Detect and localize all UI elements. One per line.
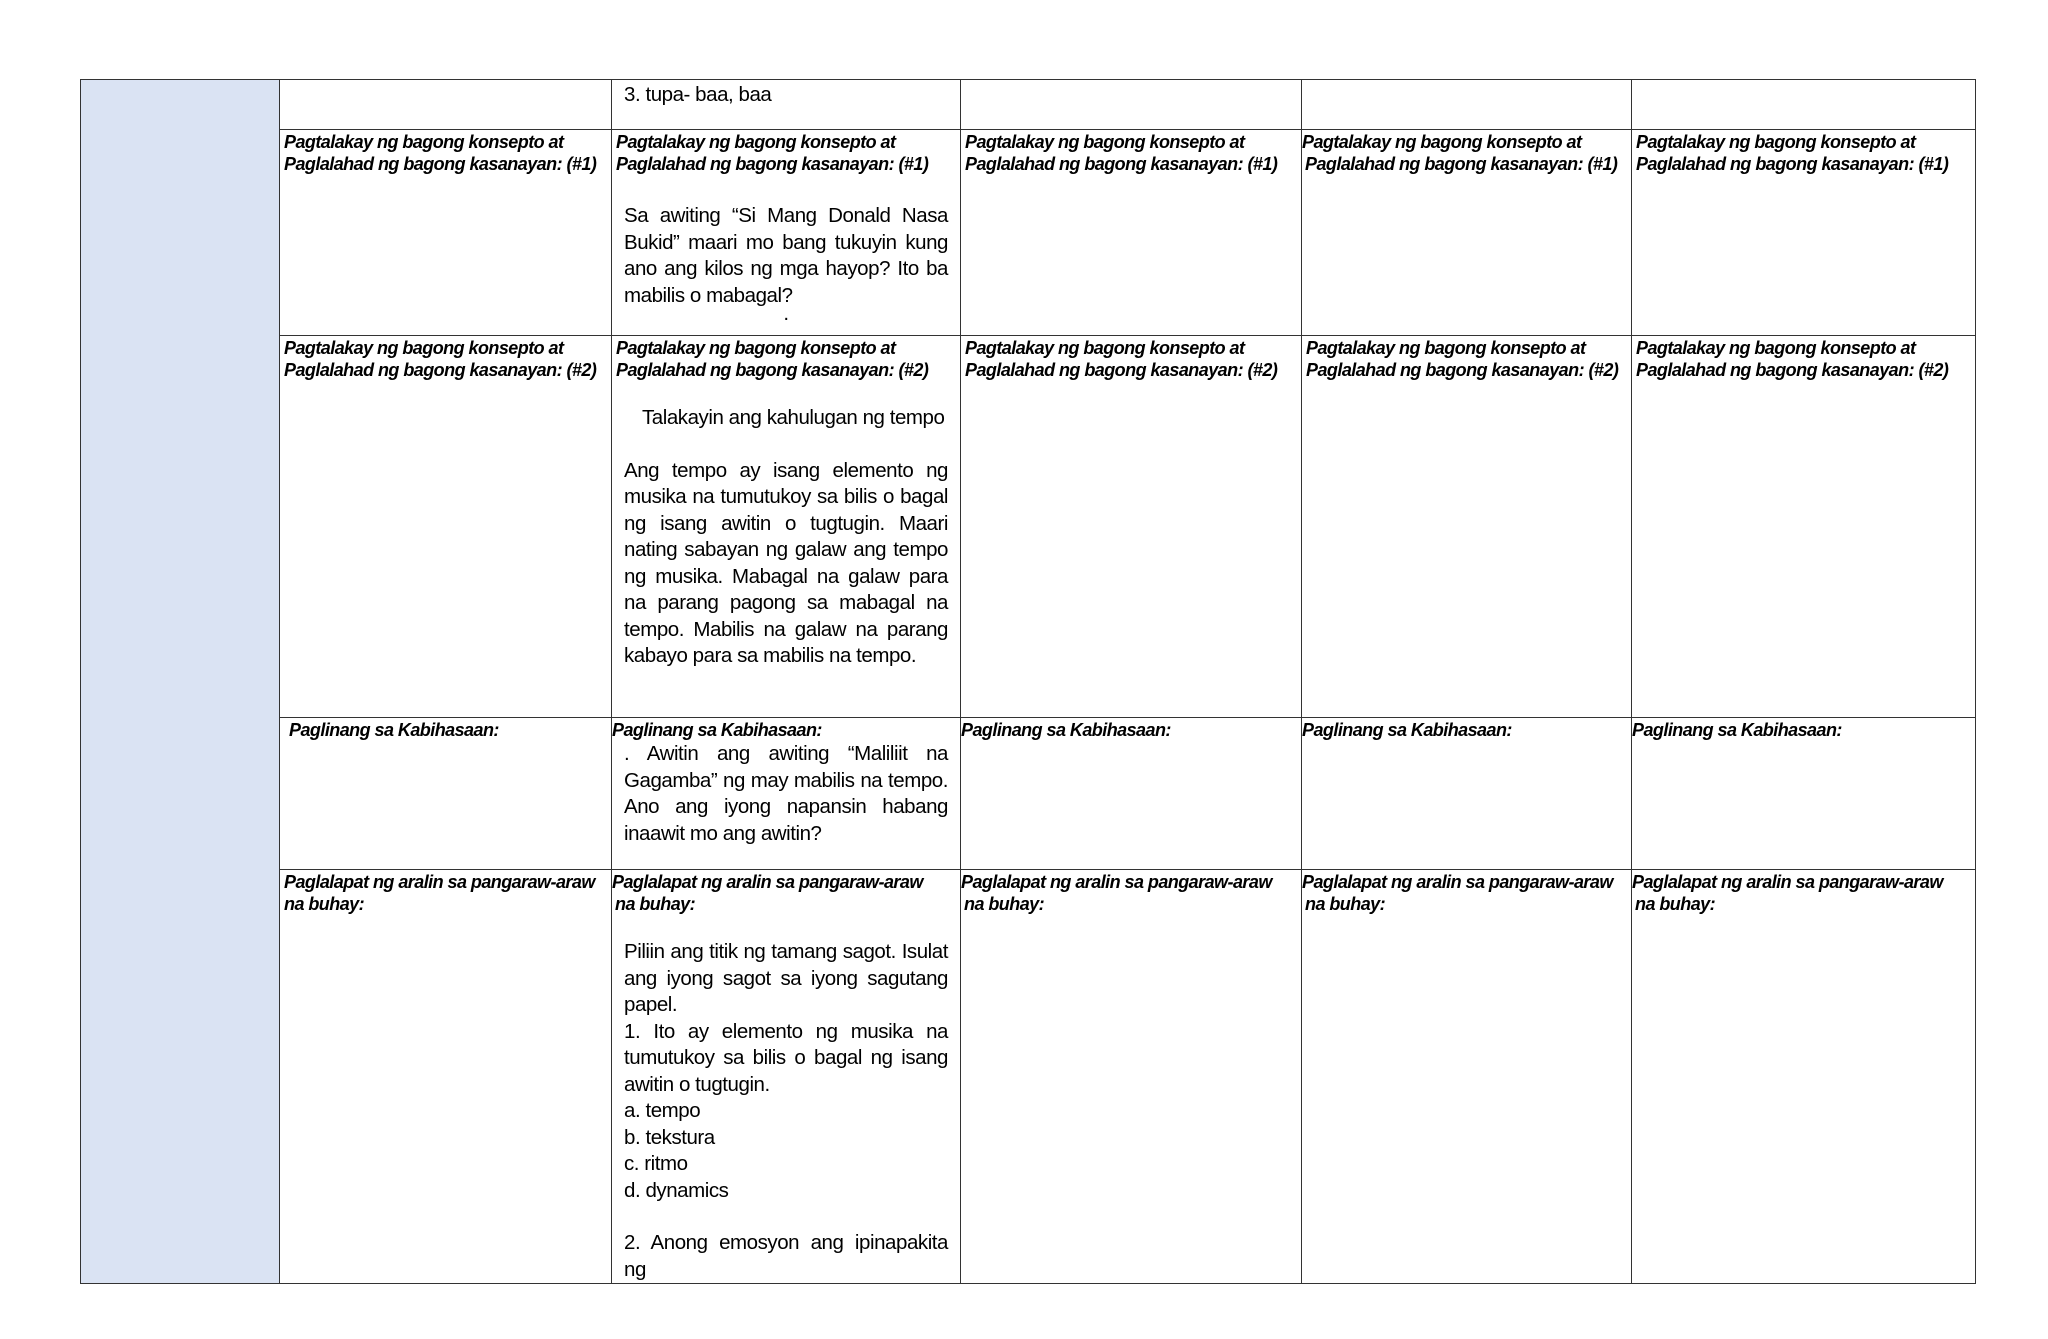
section-header: Paglalahad ng bagong kasanayan: (#2): [1636, 360, 1949, 380]
cell-text: . Awitin ang awiting “Maliliit na Gagamba” ng may mabilis na tempo. Ano ang iyong napansin habang inaawit mo ang awitin?: [624, 742, 948, 845]
section-header: Paglinang sa Kabihasaan:: [289, 720, 499, 740]
section-header: Paglinang sa Kabihasaan:: [1632, 720, 1842, 740]
section-header: Paglalahad ng bagong kasanayan: (#2): [284, 360, 597, 380]
table-cell: [612, 130, 961, 336]
cell-text: .: [783, 302, 789, 325]
table-cell: [1302, 130, 1632, 336]
section-header: na buhay:: [964, 894, 1045, 914]
section-header: Paglalahad ng bagong kasanayan: (#1): [616, 154, 929, 174]
section-header: na buhay:: [615, 894, 696, 914]
table-row: [81, 130, 1976, 336]
section-header: Paglinang sa Kabihasaan:: [961, 720, 1171, 740]
cell-text: Piliin ang titik ng tamang sagot. Isulat ang iyong sagot sa iyong sagutang papel.: [624, 940, 948, 1016]
answer-option: c. ritmo: [624, 1152, 688, 1175]
section-header: Pagtalakay ng bagong konsepto at: [1636, 338, 1916, 358]
table-cell: [961, 718, 1302, 870]
section-header: Pagtalakay ng bagong konsepto at: [965, 338, 1245, 358]
section-header: Paglalahad ng bagong kasanayan: (#1): [1636, 154, 1949, 174]
table-cell: [1632, 336, 1976, 718]
table-row: [81, 718, 1976, 870]
section-header: Paglalahad ng bagong kasanayan: (#1): [284, 154, 597, 174]
table-cell: [280, 336, 612, 718]
section-header: Paglalapat ng aralin sa pangaraw-araw: [612, 872, 923, 892]
table-cell: [1302, 718, 1632, 870]
table-cell: [280, 80, 612, 130]
section-header: Paglalapat ng aralin sa pangaraw-araw: [284, 872, 595, 892]
cell-text: Talakayin ang kahulugan ng tempo: [642, 406, 945, 429]
table-cell: [1632, 870, 1976, 1284]
cell-text: Ang tempo ay isang elemento ng musika na tumutukoy sa bilis o bagal ng isang awitin o tugtugin. Maari nating sabayan ng galaw ang tempo ng musika. Mabagal na galaw para na parang pagong sa mabagal na tempo. Mabilis na galaw na parang kabayo para sa mabilis na tempo.: [624, 458, 948, 667]
section-header: Paglalahad ng bagong kasanayan: (#2): [616, 360, 929, 380]
section-header: Paglalapat ng aralin sa pangaraw-araw: [961, 872, 1272, 892]
table-cell: [961, 80, 1302, 130]
answer-option: d. dynamics: [624, 1178, 729, 1202]
table-row: [81, 80, 1976, 130]
answer-option: b. tekstura: [624, 1125, 715, 1149]
table-cell: [280, 130, 612, 336]
section-header: Pagtalakay ng bagong konsepto at: [616, 132, 896, 152]
table-cell: [1632, 130, 1976, 336]
section-header: Paglinang sa Kabihasaan:: [612, 720, 822, 740]
section-header: Paglalahad ng bagong kasanayan: (#2): [1306, 360, 1619, 380]
table-cell: [961, 130, 1302, 336]
cell-text: 3. tupa- baa, baa: [624, 83, 772, 106]
table-cell: [280, 718, 612, 870]
side-shaded-cell: [81, 80, 280, 1284]
answer-option: a. tempo: [624, 1099, 701, 1122]
table-row: [81, 870, 1976, 1284]
section-header: Paglalapat ng aralin sa pangaraw-araw: [1632, 872, 1943, 892]
section-header: Paglinang sa Kabihasaan:: [1302, 720, 1512, 740]
section-header: na buhay:: [1305, 894, 1386, 914]
question-text: 1. Ito ay elemento ng musika na tumutukoy sa bilis o bagal ng isang awitin o tugtugin.: [624, 1019, 948, 1096]
table-cell: [961, 870, 1302, 1284]
section-header: na buhay:: [1635, 894, 1716, 914]
lesson-plan-table: [80, 79, 1976, 1284]
section-header: Paglalahad ng bagong kasanayan: (#2): [965, 360, 1278, 380]
table-row: [81, 336, 1976, 718]
section-header: Paglalapat ng aralin sa pangaraw-araw: [1302, 872, 1613, 892]
section-header: Pagtalakay ng bagong konsepto at: [616, 338, 896, 358]
table-cell: [1302, 80, 1632, 130]
section-header: Pagtalakay ng bagong konsepto at: [1302, 132, 1582, 152]
table-cell: [961, 336, 1302, 718]
table-cell: [612, 718, 961, 870]
table-cell: [280, 870, 612, 1284]
cell-text: Sa awiting “Si Mang Donald Nasa Bukid” maari mo bang tukuyin kung ano ang kilos ng mga hayop? Ito ba mabilis o mabagal?: [624, 204, 948, 307]
table-cell: [1302, 870, 1632, 1284]
question-text: 2. Anong emosyon ang ipinapakita ng: [624, 1231, 948, 1281]
table-cell: [612, 336, 961, 718]
section-header: Paglalahad ng bagong kasanayan: (#1): [965, 154, 1278, 174]
table-cell: [1632, 80, 1976, 130]
section-header: Pagtalakay ng bagong konsepto at: [284, 132, 564, 152]
section-header: na buhay:: [284, 894, 365, 914]
table-cell: [612, 80, 961, 130]
section-header: Paglalahad ng bagong kasanayan: (#1): [1305, 154, 1618, 174]
table-cell: [1632, 718, 1976, 870]
section-header: Pagtalakay ng bagong konsepto at: [1636, 132, 1916, 152]
table-cell: [612, 870, 961, 1284]
section-header: Pagtalakay ng bagong konsepto at: [1306, 338, 1586, 358]
section-header: Pagtalakay ng bagong konsepto at: [965, 132, 1245, 152]
section-header: Pagtalakay ng bagong konsepto at: [284, 338, 564, 358]
table-cell: [1302, 336, 1632, 718]
